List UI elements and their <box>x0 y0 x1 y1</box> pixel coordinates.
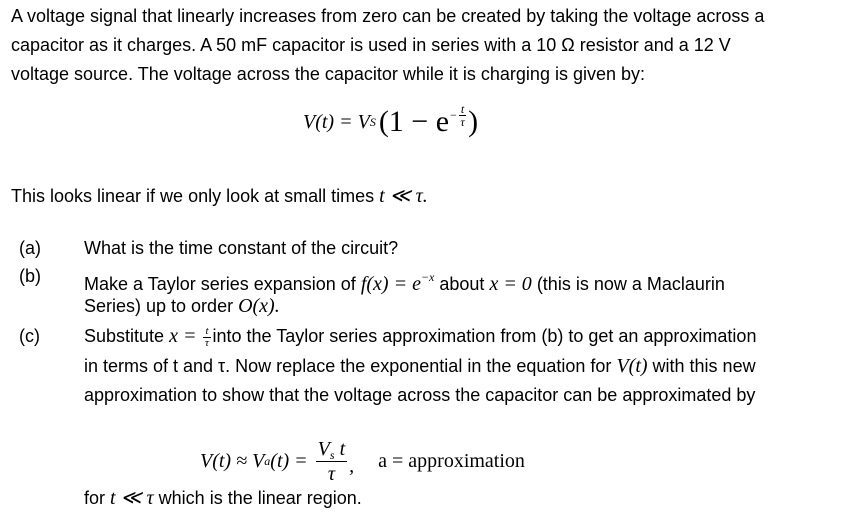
eq1-open: (1 − e <box>378 105 450 138</box>
eq1-exp-frac <box>459 103 466 128</box>
item-c-math1: x = <box>169 325 197 347</box>
item-c-line2-end: with this new <box>647 356 756 376</box>
eq1-lhs: V(t) = V <box>303 110 370 133</box>
item-b-text2: about <box>434 274 490 294</box>
linear-note <box>11 182 428 211</box>
eq1-exp-num: t <box>460 101 465 116</box>
label-a: (a) <box>19 238 41 258</box>
item-b-math2: x = 0 <box>489 273 532 295</box>
item-a-text: What is the time constant of the circuit? <box>84 238 399 258</box>
item-b-text3: (this is now a Maclaurin <box>531 274 725 294</box>
item-c-text2: into the Taylor series approximation from (b) to get an approximation <box>212 326 757 346</box>
item-c-frac-num: t <box>205 324 209 337</box>
eq2-lhs-end: (t) = <box>270 449 308 472</box>
eq2-num-t: t <box>334 437 346 460</box>
eq2-den: τ <box>327 462 335 485</box>
item-c-text1: Substitute <box>84 326 170 346</box>
eq2-num-sub: s <box>329 447 335 462</box>
item-b-math1-sup: −x <box>420 270 435 284</box>
intro-line-3: voltage source. The voltage across the capacitor while it is charging is given by: <box>11 64 645 84</box>
item-c-frac-den: τ <box>205 336 209 349</box>
eq2-comma: , <box>349 454 355 477</box>
intro-line-1: A voltage signal that linearly increases from zero can be created by taking the voltage across a <box>11 6 765 26</box>
eq1-exponent <box>450 103 468 128</box>
item-c-line-2 <box>84 352 756 381</box>
eq1-exp-sign: − <box>450 107 457 122</box>
item-c-line2-text: in terms of t and τ. Now replace the exponential in the equation for <box>84 356 617 376</box>
final-text2: which is the linear region. <box>153 488 362 508</box>
final-text1: for <box>84 488 111 508</box>
eq2-lhs-sub: a <box>264 453 271 468</box>
equation-approximation <box>200 437 525 485</box>
eq2-lhs: V(t) ≈ V <box>200 449 265 472</box>
label-c: (c) <box>19 326 40 346</box>
intro-line-2: capacitor as it charges. A 50 mF capacitor is used in series with a 10 Ω resistor and a 12 V <box>11 35 731 55</box>
item-c-line2-math: V(t) <box>616 355 648 377</box>
item-c-frac <box>203 326 210 349</box>
eq2-note: a = approximation <box>378 449 525 472</box>
item-b-text1: Make a Taylor series expansion of <box>84 274 361 294</box>
eq1-exp-den: τ <box>460 114 465 129</box>
item-c-line-1 <box>84 322 756 351</box>
eq2-frac <box>316 439 347 484</box>
item-b-math1: f(x) = e <box>360 273 421 295</box>
label-b: (b) <box>19 266 41 286</box>
eq2-frac-num <box>316 439 347 462</box>
item-b-line-2 <box>84 292 280 321</box>
final-line <box>84 484 362 513</box>
equation-capacitor-voltage <box>303 102 478 142</box>
linear-note-text: This looks linear if we only look at small times <box>11 186 380 206</box>
eq1-sub: S <box>369 114 376 129</box>
item-c-line-3: approximation to show that the voltage across the capacitor can be approximated by <box>84 385 756 405</box>
eq1-close: ) <box>468 105 479 138</box>
final-math: t ≪ τ <box>110 487 154 509</box>
item-b-order: O(x). <box>238 295 280 317</box>
eq2-num: V <box>317 437 330 460</box>
item-b-line2-text: Series) up to order <box>84 296 239 316</box>
linear-note-math: t ≪ τ. <box>379 185 428 207</box>
